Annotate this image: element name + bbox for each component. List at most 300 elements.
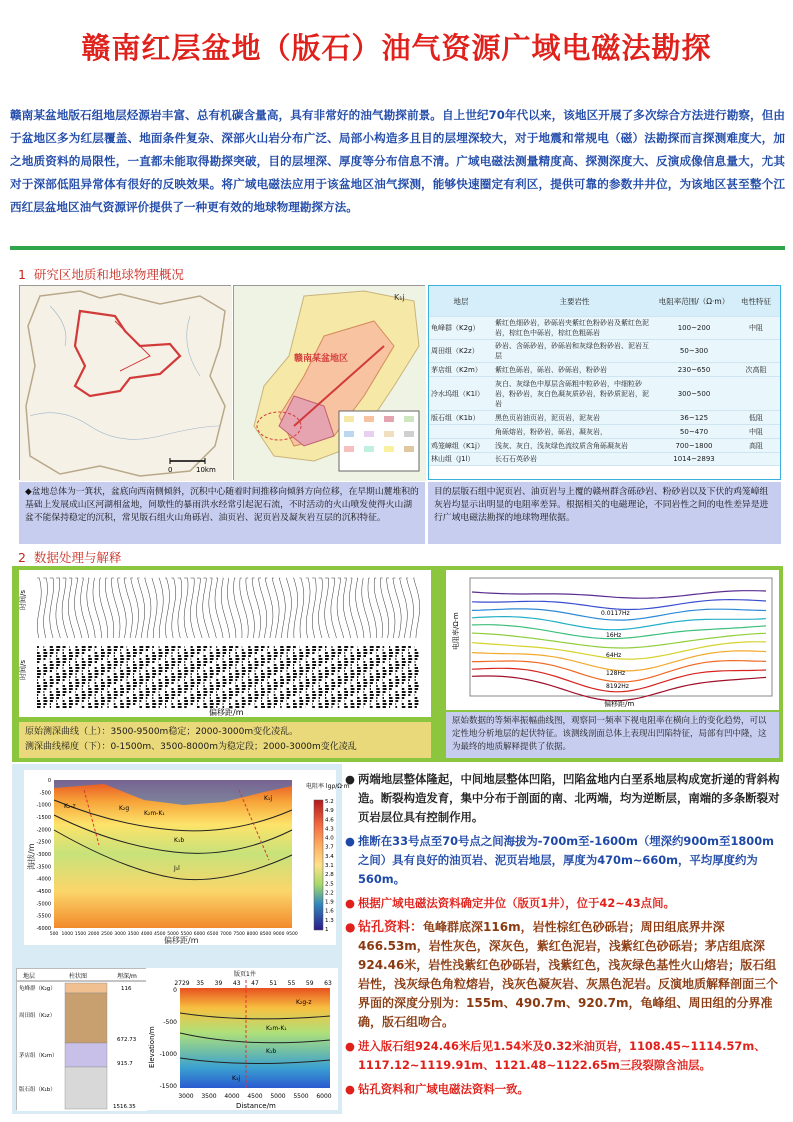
cbar-tick: 4.9 — [325, 808, 334, 815]
trace-wiggle — [255, 673, 257, 675]
trace-wiggle — [95, 679, 96, 681]
cbar-tick: 3.1 — [325, 863, 334, 869]
trace-wiggle — [325, 652, 328, 654]
trace-wiggle — [331, 700, 335, 702]
trace-wiggle — [389, 697, 393, 699]
trace-wiggle — [223, 703, 224, 705]
trace-wiggle — [389, 679, 391, 681]
trace-wiggle — [402, 649, 405, 651]
trace-wiggle — [197, 649, 201, 651]
trace-wiggle — [408, 691, 412, 693]
trace-wiggle — [242, 703, 246, 705]
trace-wiggle — [267, 670, 271, 672]
trace-wiggle — [75, 703, 77, 705]
trace-wiggle — [197, 688, 198, 690]
trace-wiggle — [229, 673, 232, 675]
trace-wiggle — [88, 664, 91, 666]
trace-wiggle — [120, 646, 123, 648]
trace-wiggle — [114, 700, 115, 702]
trace-wiggle — [331, 673, 333, 675]
trace-wiggle — [133, 652, 137, 654]
trace-wiggle — [306, 664, 310, 666]
trace-wiggle — [152, 703, 156, 705]
trace-wiggle — [165, 679, 169, 681]
trace-wiggle — [37, 688, 41, 690]
trace-wiggle — [152, 682, 154, 684]
trace-wiggle — [63, 691, 67, 693]
trace-wiggle — [261, 646, 265, 648]
trace-wiggle — [395, 676, 398, 678]
trace-wiggle — [344, 697, 347, 699]
trace-wiggle — [133, 688, 135, 690]
elev-x-tick: 4000 — [224, 1093, 240, 1100]
trace-wiggle — [216, 658, 218, 660]
trace-wiggle — [63, 679, 65, 681]
trace-wiggle — [389, 664, 392, 666]
trace-wiggle — [395, 664, 399, 666]
trace-wiggle — [319, 697, 320, 699]
well-row-depth: 116 — [121, 986, 132, 992]
trace-wiggle — [287, 661, 291, 663]
trace-wiggle — [165, 670, 167, 672]
trace-wiggle — [120, 664, 122, 666]
trace-wiggle — [56, 649, 59, 651]
trace-wiggle — [312, 694, 316, 696]
trace-wiggle — [107, 688, 108, 690]
trace-wiggle — [203, 682, 204, 684]
trace-wiggle — [178, 700, 180, 702]
trace-wiggle — [312, 691, 315, 693]
trace-wiggle — [306, 676, 307, 678]
trace-wiggle — [88, 676, 92, 678]
trace-wiggle — [274, 706, 275, 708]
trace-wiggle — [216, 667, 220, 669]
trace-wiggle — [408, 676, 411, 678]
bullet-text: 根据广域电磁法资料确定井位（版页1井），位于42~43点间。 — [358, 896, 675, 910]
section1-number: 1 — [18, 267, 26, 282]
trace-wiggle — [351, 664, 352, 666]
trace-wiggle — [107, 649, 111, 651]
trace-wiggle — [261, 655, 264, 657]
trace-wiggle — [178, 667, 179, 669]
trace-wiggle — [107, 682, 111, 684]
trace-wiggle — [146, 670, 148, 672]
trace-wiggle — [293, 685, 296, 687]
trace-wiggle — [389, 706, 390, 708]
trace-wiggle — [56, 679, 60, 681]
trace-wiggle — [191, 670, 194, 672]
trace-wiggle — [139, 652, 142, 654]
trace-wiggle — [242, 664, 243, 666]
trace-wiggle — [107, 694, 111, 696]
trace-wiggle — [299, 688, 303, 690]
trace-wiggle — [280, 676, 283, 678]
elev-top-tick: 63 — [324, 980, 332, 987]
section-xtick: 9000 — [273, 932, 285, 937]
trace-wiggle — [69, 700, 73, 702]
elev-x-tick: 5500 — [293, 1093, 309, 1100]
trace-wiggle — [338, 670, 340, 672]
trace-wiggle — [63, 655, 66, 657]
trace-wiggle — [255, 700, 257, 702]
trace-wiggle — [344, 679, 348, 681]
trace-wiggle — [191, 685, 195, 687]
trace-wiggle — [82, 658, 84, 660]
trace-wiggle — [293, 691, 297, 693]
trace-wiggle — [415, 706, 417, 708]
seis-ylabel-top: 时间/s — [19, 589, 27, 610]
trace-wiggle — [127, 679, 128, 681]
trace-wiggle — [299, 703, 303, 705]
trace-wiggle — [344, 655, 345, 657]
trace-wiggle — [248, 700, 252, 702]
trace-wiggle — [383, 691, 386, 693]
trace-wiggle — [101, 700, 105, 702]
cbar-tick: 2.8 — [325, 872, 334, 879]
trace-wiggle — [184, 667, 187, 669]
trace-wiggle — [210, 688, 214, 690]
trace-wiggle — [267, 649, 268, 651]
trace-wiggle — [69, 670, 73, 672]
trace-wiggle — [287, 649, 290, 651]
trace-wiggle — [165, 706, 166, 708]
trace-wiggle — [101, 658, 103, 660]
trace-wiggle — [159, 652, 163, 654]
trace-wiggle — [287, 676, 291, 678]
trace-wiggle — [82, 649, 86, 651]
trace-wiggle — [402, 655, 403, 657]
trace-wiggle — [351, 688, 355, 690]
section-ytick: -3000 — [36, 852, 51, 858]
trace-wiggle — [357, 700, 361, 702]
trace-wiggle — [133, 664, 136, 666]
trace-wiggle — [95, 682, 97, 684]
trace-wiggle — [107, 658, 108, 660]
table-cell: 高阻 — [732, 439, 780, 453]
trace-wiggle — [325, 649, 326, 651]
trace-wiggle — [101, 691, 102, 693]
trace-wiggle — [312, 646, 316, 648]
trace-wiggle — [357, 652, 361, 654]
trace-wiggle — [363, 649, 367, 651]
trace-wiggle — [171, 649, 174, 651]
well-section-chart — [146, 968, 338, 1110]
trace-wiggle — [415, 673, 418, 675]
trace-wiggle — [383, 670, 387, 672]
trace-wiggle — [248, 682, 252, 684]
trace-wiggle — [120, 688, 124, 690]
table-cell: 长石石英砂岩 — [493, 453, 656, 466]
trace-wiggle — [82, 673, 83, 675]
trace-wiggle — [82, 688, 83, 690]
trace-wiggle — [267, 673, 271, 675]
trace-wiggle — [69, 652, 73, 654]
bullet-text: 推断在33号点至70号点之间海拔为-700m至-1600m（埋深约900m至1800m之间）具有良好的油页岩、泥页岩地层，厚度为470m~660m，平均厚度约为560m。 — [358, 834, 775, 886]
trace-wiggle — [171, 682, 173, 684]
trace-wiggle — [331, 679, 333, 681]
trace-wiggle — [408, 649, 409, 651]
trace-wiggle — [120, 667, 121, 669]
trace-wiggle — [229, 658, 232, 660]
resistivity-section — [24, 770, 350, 945]
section-xtick: 7000 — [220, 932, 232, 937]
trace-wiggle — [223, 664, 227, 666]
trace-wiggle — [120, 691, 124, 693]
trace-wiggle — [82, 694, 86, 696]
trace-wiggle — [152, 649, 153, 651]
trace-wiggle — [229, 661, 233, 663]
trace-wiggle — [408, 688, 412, 690]
trace-wiggle — [133, 649, 137, 651]
trace-wiggle — [280, 649, 284, 651]
trace-wiggle — [299, 682, 302, 684]
trace-wiggle — [319, 691, 323, 693]
section-ytick: -5500 — [36, 913, 51, 920]
trace-wiggle — [152, 694, 153, 696]
trace-wiggle — [319, 655, 322, 657]
section-ytick: -3500 — [36, 864, 51, 871]
trace-wiggle — [127, 670, 131, 672]
trace-wiggle — [242, 661, 243, 663]
elev-ylabel: Elevation/m — [148, 1026, 156, 1068]
trace-wiggle — [395, 667, 399, 669]
elev-layer: K₁j — [232, 1075, 241, 1082]
trace-wiggle — [267, 679, 268, 681]
layer-label: K₁j — [264, 795, 273, 802]
trace-wiggle — [383, 697, 384, 699]
table-cell: 黑色页岩油页岩，泥页岩，泥灰岩 — [493, 411, 656, 425]
trace-wiggle — [389, 655, 393, 657]
bullet-text: 龟峰群底深116m，岩性棕红色砂砾岩；周田组底界井深466.53m，岩性灰色，深灰色，紫红色泥岩，浅紫红色砂砾岩；茅店组底深924.46米，岩性浅紫红色砂砾岩，浅紫红色，浅灰绿色基性火山熔岩；版石组岩性，浅灰绿色角粒熔岩，浅灰色凝灰岩、灰黑色泥岩。反演地质解释剖面三个界面的深度分别为：155m、490.7m、920.7m，龟峰组、周田组的分界准确，版石组吻合。 — [358, 920, 779, 1029]
well-row-depth: 1516.35 — [113, 1104, 136, 1110]
trace-wiggle — [114, 649, 117, 651]
trace-wiggle — [216, 682, 220, 684]
trace-wiggle — [171, 658, 174, 660]
trace-wiggle — [261, 688, 264, 690]
trace-wiggle — [88, 649, 90, 651]
trace-wiggle — [331, 661, 332, 663]
elev-x-tick: 3500 — [201, 1093, 217, 1100]
bullet-item — [345, 1080, 785, 1099]
trace-wiggle — [255, 706, 258, 708]
trace-wiggle — [267, 658, 271, 660]
trace-wiggle — [363, 652, 367, 654]
trace-wiggle — [351, 703, 355, 705]
trace-wiggle — [376, 658, 380, 660]
trace-wiggle — [171, 673, 174, 675]
trace-wiggle — [184, 697, 187, 699]
trace-wiggle — [56, 697, 59, 699]
trace-wiggle — [255, 652, 257, 654]
trace-wiggle — [75, 673, 76, 675]
trace-wiggle — [306, 691, 307, 693]
trace-wiggle — [415, 676, 416, 678]
trace-wiggle — [344, 661, 348, 663]
trace-wiggle — [203, 670, 205, 672]
trace-wiggle — [82, 700, 84, 702]
trace-wiggle — [280, 706, 282, 708]
trace-wiggle — [127, 682, 130, 684]
trace-wiggle — [171, 655, 172, 657]
divider — [10, 246, 785, 250]
trace-wiggle — [146, 676, 150, 678]
trace-wiggle — [171, 679, 175, 681]
trace-wiggle — [376, 697, 377, 699]
table-caption: 目的层版石组中泥页岩、油页岩与上覆的赣州群含砾砂岩、粉砂岩以及下伏的鸡笼嶂组灰岩均显示出明显的电阻率差异。根据相关的电磁理论，不同岩性之间的电性差异是进行广域电磁法勘探的地球物理依据。 — [428, 482, 781, 544]
trace-wiggle — [255, 679, 259, 681]
trace-wiggle — [357, 703, 361, 705]
bullet-dot-icon: ● — [345, 834, 355, 848]
trace-wiggle — [139, 706, 142, 708]
trace-wiggle — [88, 700, 89, 702]
strat-table — [428, 285, 781, 480]
trace-wiggle — [306, 700, 310, 702]
trace-wiggle — [299, 658, 302, 660]
trace-wiggle — [312, 676, 315, 678]
trace-wiggle — [203, 646, 207, 648]
trace-wiggle — [159, 658, 161, 660]
trace-wiggle — [184, 691, 186, 693]
trace-wiggle — [363, 703, 365, 705]
trace-wiggle — [210, 670, 214, 672]
trace-wiggle — [408, 673, 412, 675]
trace-wiggle — [43, 703, 46, 705]
trace-wiggle — [63, 688, 67, 690]
trace-wiggle — [408, 652, 410, 654]
table-cell: 50~300 — [656, 340, 732, 363]
trace-wiggle — [56, 682, 58, 684]
trace-wiggle — [255, 649, 259, 651]
trace-wiggle — [191, 682, 195, 684]
trace-wiggle — [50, 655, 52, 657]
trace-wiggle — [223, 670, 225, 672]
trace-wiggle — [139, 694, 143, 696]
intro-paragraph: 赣南某盆地版石组地层烃源岩丰富、总有机碳含量高，具有非常好的油气勘探前景。自上世纪70年代以来，该地区开展了多次综合方法进行勘察，但由于盆地区多为红层覆盖、地面条件复杂、深部火山岩分布广泛、局部小构造多且目的层埋深较大，对于地震和常规电（磁）法勘探而言探测难度大，加之地质资料的局限性，一直都未能取得勘探突破，目的层埋深、厚度等分布信息不清。广域电磁法测量精度高、探测深度大、反演成像信息量大，尤其对于深部低阻异常体有很好的反映效果。将广域电磁法应用于该盆地区油气探测，能够快速圈定有利区，提供可靠的参数井井位，为该地区甚至整个江西红层盆地区油气资源评价提供了一种更有效的地球物理勘探方法。 — [10, 108, 785, 214]
elev-x-tick: 3000 — [178, 1093, 194, 1100]
trace-wiggle — [383, 694, 384, 696]
trace-wiggle — [242, 691, 244, 693]
trace-wiggle — [235, 673, 239, 675]
trace-wiggle — [338, 646, 341, 648]
trace-wiggle — [229, 694, 233, 696]
trace-wiggle — [261, 703, 264, 705]
trace-wiggle — [223, 691, 225, 693]
trace-wiggle — [37, 691, 40, 693]
bullet-label: 钻孔资料： — [358, 920, 424, 935]
trace-wiggle — [159, 682, 163, 684]
trace-wiggle — [255, 664, 259, 666]
trace-wiggle — [261, 706, 265, 708]
trace-wiggle — [56, 691, 60, 693]
trace-wiggle — [376, 673, 380, 675]
trace-wiggle — [306, 658, 307, 660]
trace-wiggle — [101, 703, 104, 705]
trace-wiggle — [287, 646, 291, 648]
section-xticks — [50, 931, 298, 937]
trace-wiggle — [363, 646, 365, 648]
trace-wiggle — [37, 673, 41, 675]
trace-wiggle — [216, 646, 217, 648]
cbar-tick: 4.3 — [325, 826, 334, 833]
trace-wiggle — [408, 658, 412, 660]
trace-wiggle — [287, 652, 288, 654]
trace-wiggle — [152, 706, 156, 708]
geology-caption: ◆盆地总体为一箕状，盆底向西南侧倾斜，沉积中心随着时间推移向倾斜方向位移，在早期山麓堆积的基础上发展成山区河湖相盆地，间歇性的暴雨洪水经常引起泥石流，不时活动的火山喷发使得火山湖盆不能保持稳定的沉积，常见版石组火山角砾岩、油页岩、泥页岩及凝灰岩互层的沉积特征。 — [19, 482, 425, 544]
trace-wiggle — [69, 691, 71, 693]
trace-wiggle — [402, 682, 404, 684]
trace-wiggle — [88, 682, 89, 684]
trace-wiggle — [248, 673, 249, 675]
trace-wiggle — [75, 688, 77, 690]
trace-wiggle — [197, 667, 200, 669]
section-ytick: -1000 — [36, 802, 51, 809]
elev-top-tick: 43 — [232, 980, 241, 987]
trace-wiggle — [146, 685, 147, 687]
trace-wiggle — [203, 676, 207, 678]
trace-wiggle — [114, 703, 116, 705]
trace-wiggle — [43, 658, 45, 660]
trace-wiggle — [344, 682, 346, 684]
trace-wiggle — [165, 658, 166, 660]
section-xtick: 6500 — [206, 932, 219, 937]
trace-wiggle — [383, 673, 387, 675]
trace-wiggle — [107, 664, 111, 666]
trace-wiggle — [184, 661, 185, 663]
trace-wiggle — [235, 688, 239, 690]
trace-wiggle — [101, 697, 104, 699]
trace-wiggle — [376, 676, 380, 678]
trace-wiggle — [255, 661, 259, 663]
trace-wiggle — [357, 697, 360, 699]
trace-wiggle — [82, 667, 85, 669]
trace-wiggle — [171, 688, 173, 690]
trace-wiggle — [357, 667, 360, 669]
trace-wiggle — [152, 670, 156, 672]
trace-wiggle — [63, 676, 67, 678]
trace-wiggle — [101, 679, 103, 681]
trace-wiggle — [408, 703, 412, 705]
trace-wiggle — [287, 658, 290, 660]
trace-wiggle — [267, 706, 270, 708]
trace-wiggle — [344, 694, 348, 696]
trace-wiggle — [319, 661, 323, 663]
section-xtick: 5500 — [180, 932, 192, 937]
trace-wiggle — [280, 661, 283, 663]
trace-wiggle — [120, 658, 124, 660]
trace-wiggle — [165, 667, 169, 669]
trace-wiggle — [120, 649, 121, 651]
trace-wiggle — [248, 658, 249, 660]
trace-wiggle — [216, 694, 218, 696]
trace-wiggle — [223, 676, 226, 678]
basin-label: 赣南某盆地区 — [294, 354, 349, 364]
trace-wiggle — [171, 670, 172, 672]
elev-x-tick: 5000 — [270, 1093, 286, 1100]
trace-wiggle — [88, 661, 92, 663]
trace-wiggle — [216, 652, 220, 654]
trace-wiggle — [338, 691, 340, 693]
trace-wiggle — [274, 700, 278, 702]
trace-wiggle — [159, 694, 161, 696]
trace-wiggle — [357, 670, 361, 672]
trace-wiggle — [370, 679, 374, 681]
trace-wiggle — [178, 691, 182, 693]
iso-frequency-svg — [446, 570, 779, 710]
bullet-item — [345, 832, 785, 889]
trace-wiggle — [267, 655, 271, 657]
trace-wiggle — [127, 673, 130, 675]
trace-wiggle — [146, 649, 148, 651]
